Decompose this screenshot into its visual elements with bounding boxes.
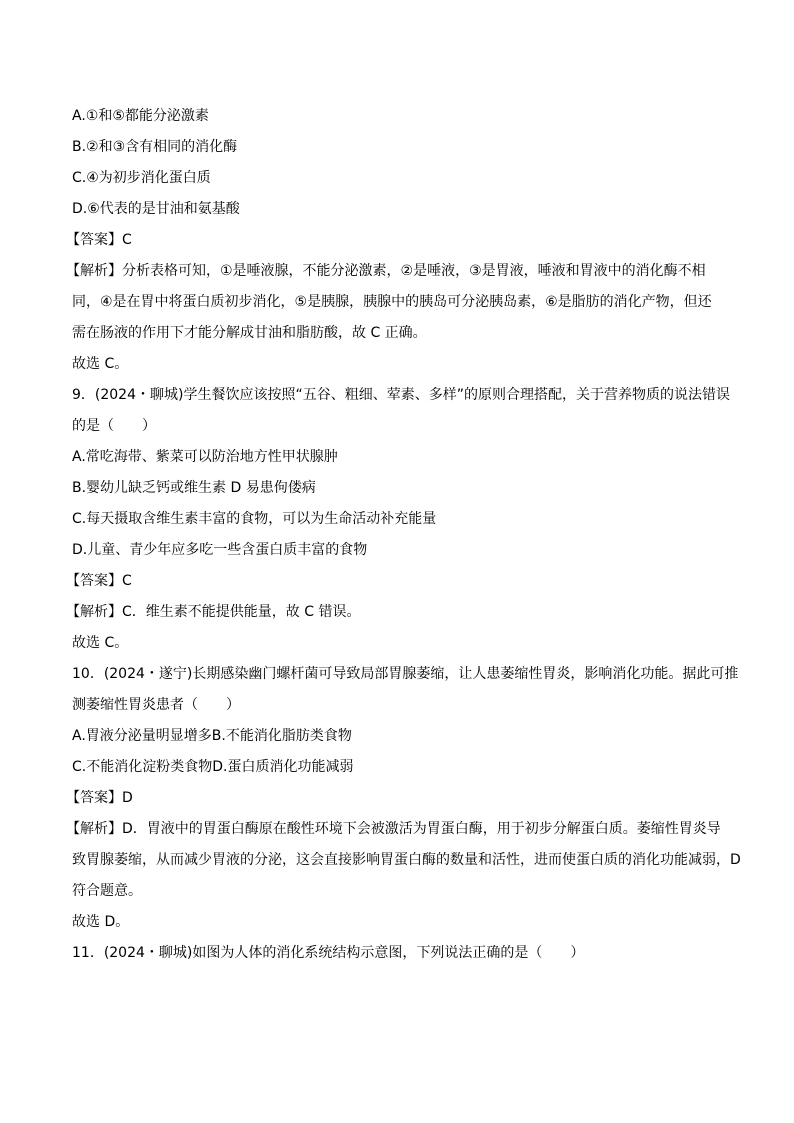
- q8-option-b: B.②和③含有相同的消化酶: [72, 139, 238, 155]
- q9-option-b: B.婴幼儿缺乏钙或维生素 D 易患佝偻病: [72, 480, 316, 496]
- q10-analysis-line-3: 符合题意。: [72, 883, 142, 899]
- q10-stem-line-2: 测萎缩性胃炎患者（ ）: [72, 697, 240, 713]
- q9-answer: 【答案】C: [66, 573, 132, 589]
- q8-choose: 故选 C。: [72, 356, 129, 372]
- q11-stem-line-1: 11．(2024・聊城)如图为人体的消化系统结构示意图，下列说法正确的是（ ）: [72, 945, 585, 961]
- q8-analysis-line-3: 需在肠液的作用下才能分解成甘油和脂肪酸，故 C 正确。: [72, 325, 427, 341]
- q10-analysis-line-2: 致胃腺萎缩，从而减少胃液的分泌，这会直接影响胃蛋白酶的数量和活性，进而使蛋白质的消化功能减弱，D: [72, 852, 741, 868]
- q10-stem-line-1: 10．(2024・遂宁)长期感染幽门螺杆菌可导致局部胃腺萎缩，让人患萎缩性胃炎，影响消化功能。据此可推: [72, 666, 739, 682]
- q10-options-ab: A.胃液分泌量明显增多B.不能消化脂肪类食物: [72, 728, 352, 744]
- q8-analysis-line-1: 【解析】分析表格可知，①是唾液腺，不能分泌激素，②是唾液，③是胃液，唾液和胃液中的消化酶不相: [66, 263, 706, 279]
- q10-analysis-line-1: 【解析】D．胃液中的胃蛋白酶原在酸性环境下会被激活为胃蛋白酶，用于初步分解蛋白质。萎缩性胃炎导: [66, 821, 721, 837]
- q8-option-a: A.①和⑤都能分泌激素: [72, 108, 209, 124]
- q9-option-c: C.每天摄取含维生素丰富的食物，可以为生命活动补充能量: [72, 511, 437, 527]
- q9-analysis-line-1: 【解析】C．维生素不能提供能量，故 C 错误。: [66, 604, 361, 620]
- q10-options-cd: C.不能消化淀粉类食物D.蛋白质消化功能减弱: [72, 759, 354, 775]
- q9-stem-line-2: 的是（ ）: [72, 418, 156, 434]
- q8-answer: 【答案】C: [66, 232, 132, 248]
- q10-answer: 【答案】D: [66, 790, 133, 806]
- q8-option-c: C.④为初步消化蛋白质: [72, 170, 211, 186]
- q10-choose: 故选 D。: [72, 914, 130, 930]
- q8-analysis-line-2: 同，④是在胃中将蛋白质初步消化，⑤是胰腺，胰腺中的胰岛可分泌胰岛素，⑥是脂肪的消化产物，但还: [72, 294, 712, 310]
- q9-choose: 故选 C。: [72, 635, 129, 651]
- q8-option-d: D.⑥代表的是甘油和氨基酸: [72, 201, 240, 217]
- q9-option-a: A.常吃海带、紫菜可以防治地方性甲状腺肿: [72, 449, 338, 465]
- q9-stem-line-1: 9．(2024・聊城)学生餐饮应该按照“五谷、粗细、荤素、多样”的原则合理搭配，关于营养物质的说法错误: [72, 387, 730, 403]
- q9-option-d: D.儿童、青少年应多吃一些含蛋白质丰富的食物: [72, 542, 368, 558]
